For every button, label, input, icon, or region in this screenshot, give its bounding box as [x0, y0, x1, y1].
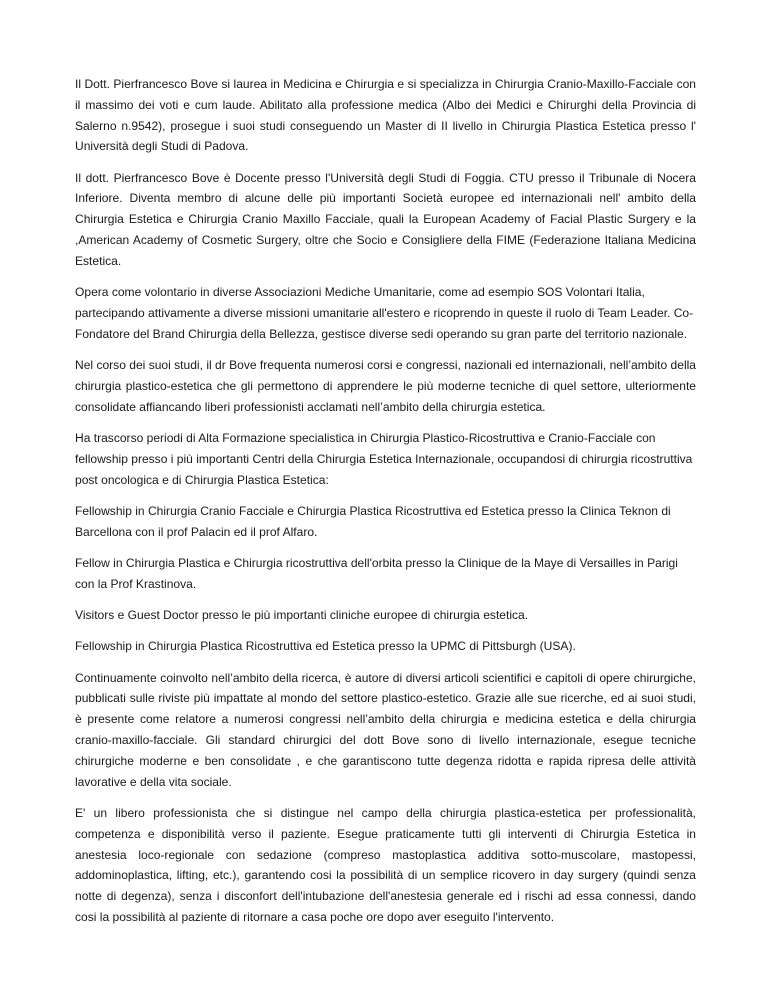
paragraph-courses-congresses: Nel corso dei suoi studi, il dr Bove frequenta numerosi corsi e congressi, nazionali ed internazionali, nell’ambito della chirurgia plastico-estetica che gli permettono di apprendere le più moderne tecniche di quel settore, ulteriormente consolidate affiancando liberi professionisti acclamati nell’ambito della chirurgia estetica. — [75, 358, 696, 414]
paragraph-volunteer-work: Opera come volontario in diverse Associazioni Mediche Umanitarie, come ad esempio SOS Volontari Italia, partecipando attivamente a diverse missioni umanitarie all'estero e ricoprendo in queste il ruolo di Team Leader. Co- Fondatore del Brand Chirurgia della Bellezza, gestisce diverse sedi operando su gran parte del territorio nazionale. — [75, 285, 694, 341]
paragraph-fellowship-teknon: Fellowship in Chirurgia Cranio Facciale e Chirurgia Plastica Ricostruttiva ed Estetica presso la Clinica Teknon di Barcellona con il prof Palacin ed il prof Alfaro. — [75, 503, 671, 539]
paragraph-fellow-versailles: Fellow in Chirurgia Plastica e Chirurgia ricostruttiva dell'orbita presso la Clinique de la Maye di Versailles in Parigi con la Prof Krastinova. — [75, 555, 678, 591]
paragraph-private-practice: E' un libero professionista che si distingue nel campo della chirurgia plastica-estetica per professionalità, competenza e disponibilità verso il paziente. Esegue praticamente tutti gli interventi di Chirurgia Estetica in anestesia loco-regionale con sedazione (compreso mastoplastica additiva sotto-muscolare, mastopessi, addominoplastica, lifting, etc.), garantendo cosi la possibilità di un semplice ricovero in day surgery (quindi senza notte di degenza), senza i disconfort dell'intubazione dell'anestesia generale ed i rischi ad essa connessi, dando cosi la possibilità al paziente di ritornare a casa poche ore dopo aver eseguito l'intervento. — [75, 805, 696, 924]
paragraph-research: Continuamente coinvolto nell’ambito della ricerca, è autore di diversi articoli scientifici e capitoli di opere chirurgiche, pubblicati sulle riviste più impattate al mondo del settore plastico-estetico. Grazie alle sue ricerche, ed ai suoi studi, è presente come relatore a numerosi congressi nell’ambito della chirurgia e medicina estetica e della chirurgia cranio-maxillo-facciale. Gli standard chirurgici del dott Bove sono di livello internazionale, esegue tecniche chirurgiche moderne e ben consolidate , e che garantiscono tutte degenza ridotta e rapida ripresa delle attività lavorative e della vita sociale. — [75, 670, 696, 789]
paragraph-education: Il Dott. Pierfrancesco Bove si laurea in Medicina e Chirurgia e si specializza in Chirurgia Cranio-Maxillo-Facciale con il massimo dei voti e cum laude. Abilitato alla professione medica (Albo dei Medici e Chirurghi della Provincia di Salerno n.9542), prosegue i suoi studi conseguendo un Master di II livello in Chirurgia Plastica Estetica presso l' Università degli Studi di Padova. — [75, 77, 696, 154]
document-body — [75, 74, 696, 938]
paragraph-teaching-memberships: Il dott. Pierfrancesco Bove è Docente presso l'Università degli Studi di Foggia. CTU presso il Tribunale di Nocera Inferiore. Diventa membro di alcune delle più importanti Società europee ed internazionali nell' ambito della Chirurgia Estetica e Chirurgia Cranio Maxillo Facciale, quali la European Academy of Facial Plastic Surgery e la ,American Academy of Cosmetic Surgery, oltre che Socio e Consigliere della FIME (Federazione Italiana Medicina Estetica. — [75, 170, 696, 268]
paragraph-advanced-training: Ha trascorso periodi di Alta Formazione specialistica in Chirurgia Plastico-Ricostruttiva e Cranio-Facciale con fellowship presso i più importanti Centri della Chirurgia Estetica Internazionale, occupandosi di chirurgia ricostruttiva post oncologica e di Chirurgia Plastica Estetica: — [75, 430, 693, 487]
paragraph-guest-doctor: Visitors e Guest Doctor presso le più importanti cliniche europee di chirurgia estetica. — [75, 608, 529, 623]
paragraph-fellowship-upmc: Fellowship in Chirurgia Plastica Ricostruttiva ed Estetica presso la UPMC di Pittsburgh (USA). — [75, 639, 576, 654]
